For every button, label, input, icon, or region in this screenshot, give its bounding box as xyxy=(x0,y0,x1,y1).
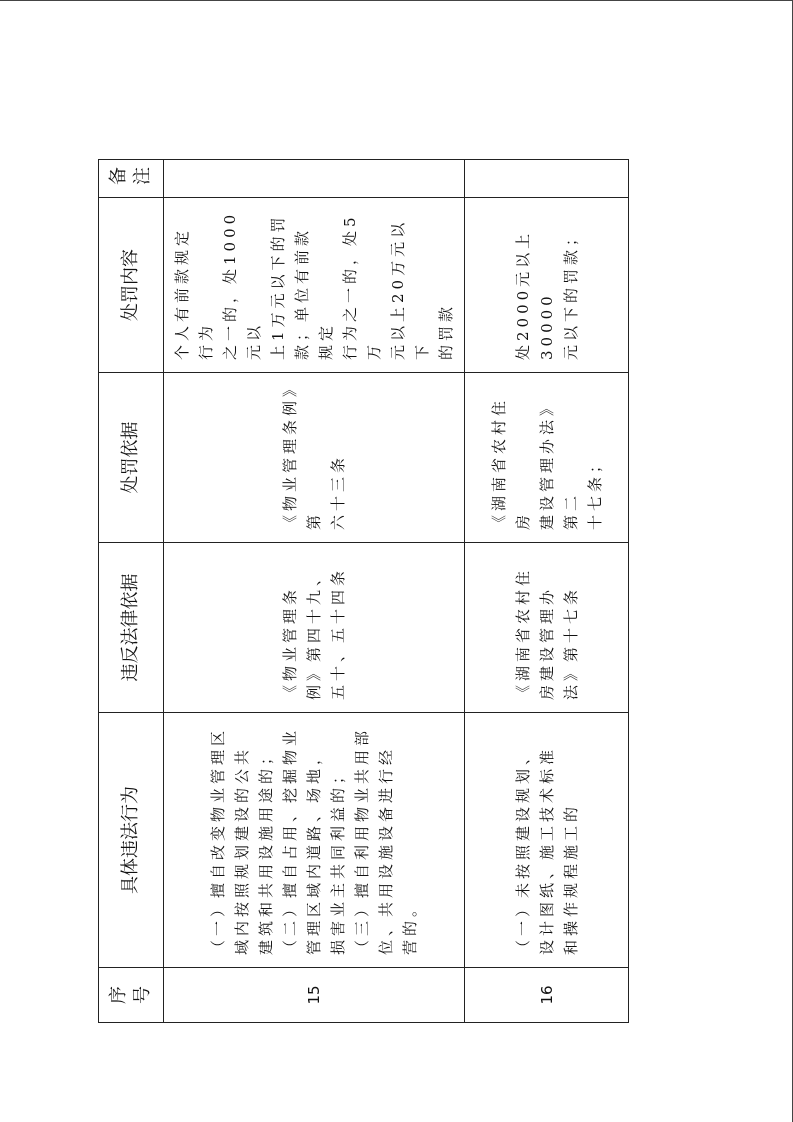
cell-line: 例》第四十九、 xyxy=(305,566,323,700)
cell-line: 之一的，处1000元以 xyxy=(221,210,263,360)
cell-remark xyxy=(465,160,629,198)
cell-line: 损害业主共同利益的； xyxy=(329,764,347,955)
cell-line: 建筑和共用设施用途的； xyxy=(257,745,275,955)
cell-line: 上1万元以下的罚 xyxy=(269,213,287,360)
cell-line: 元以上20万元以下 xyxy=(389,218,431,360)
cell-line: 行为之一的，处5万 xyxy=(341,213,383,360)
cell-line: （二）擅自占用、挖掘物业 xyxy=(281,726,299,955)
header-remark: 备注 xyxy=(99,160,164,198)
table-row xyxy=(465,160,629,1023)
cell-line: 元以下的罚款； xyxy=(561,226,580,360)
cell-line: 十七条； xyxy=(585,453,604,530)
cell-line: 设计图纸、施工技术标准 xyxy=(537,745,556,955)
cell-penalty xyxy=(465,198,629,373)
cell-remark xyxy=(164,160,465,198)
cell-penalty xyxy=(164,198,465,373)
table-row xyxy=(164,160,465,1023)
cell-line: 法》第十七条 xyxy=(561,585,580,700)
cell-line: 管理区域内道路、场地， xyxy=(305,745,323,955)
cell-line: 建设管理办法》第二 xyxy=(537,396,580,530)
cell-line: （一）未按照建设规划、 xyxy=(513,745,532,955)
cell-line: 房建设管理办 xyxy=(537,585,556,700)
cell-line: （一）擅自改变物业管理区 xyxy=(209,726,227,955)
cell-line: 个人有前款规定行为 xyxy=(173,226,215,360)
cell-act xyxy=(164,713,465,968)
cell-law xyxy=(164,543,465,713)
rotated-table-wrapper xyxy=(98,160,604,1023)
cell-basis xyxy=(164,373,465,543)
cell-law xyxy=(465,543,629,713)
header-penalty: 处罚内容 xyxy=(99,198,164,373)
cell-line: 五十、五十四条 xyxy=(329,566,347,700)
cell-line: 位、共用设施设备进行经 xyxy=(377,745,395,955)
cell-line: （三）擅自利用物业共用部 xyxy=(353,726,371,955)
cell-no: 15 xyxy=(164,968,465,1023)
document-sheet xyxy=(98,160,604,1023)
cell-line: 《物业管理条例》第 xyxy=(281,385,323,530)
cell-line: 六十三条 xyxy=(329,453,347,530)
cell-line: 处2000元以上30000 xyxy=(513,229,556,360)
cell-line: 营的。 xyxy=(401,897,419,955)
cell-act xyxy=(465,713,629,968)
cell-line: 《湖南省农村住 xyxy=(513,566,532,700)
header-basis: 处罚依据 xyxy=(99,373,164,543)
cell-line: 域内按照规划建设的公共 xyxy=(233,745,251,955)
cell-line: 款；单位有前款规定 xyxy=(293,226,335,360)
cell-basis xyxy=(465,373,629,543)
penalty-table xyxy=(98,159,629,1023)
header-no: 序号 xyxy=(99,968,164,1023)
header-act: 具体违法行为 xyxy=(99,713,164,968)
cell-line: 《湖南省农村住房 xyxy=(489,396,532,530)
cell-line: 《物业管理条 xyxy=(281,585,299,700)
page-edge-top xyxy=(0,0,793,1)
cell-line: 的罚款 xyxy=(437,302,455,360)
header-law: 违反法律依据 xyxy=(99,543,164,713)
header-row xyxy=(99,160,164,1023)
cell-no: 16 xyxy=(465,968,629,1023)
cell-line: 和操作规程施工的 xyxy=(561,802,580,955)
